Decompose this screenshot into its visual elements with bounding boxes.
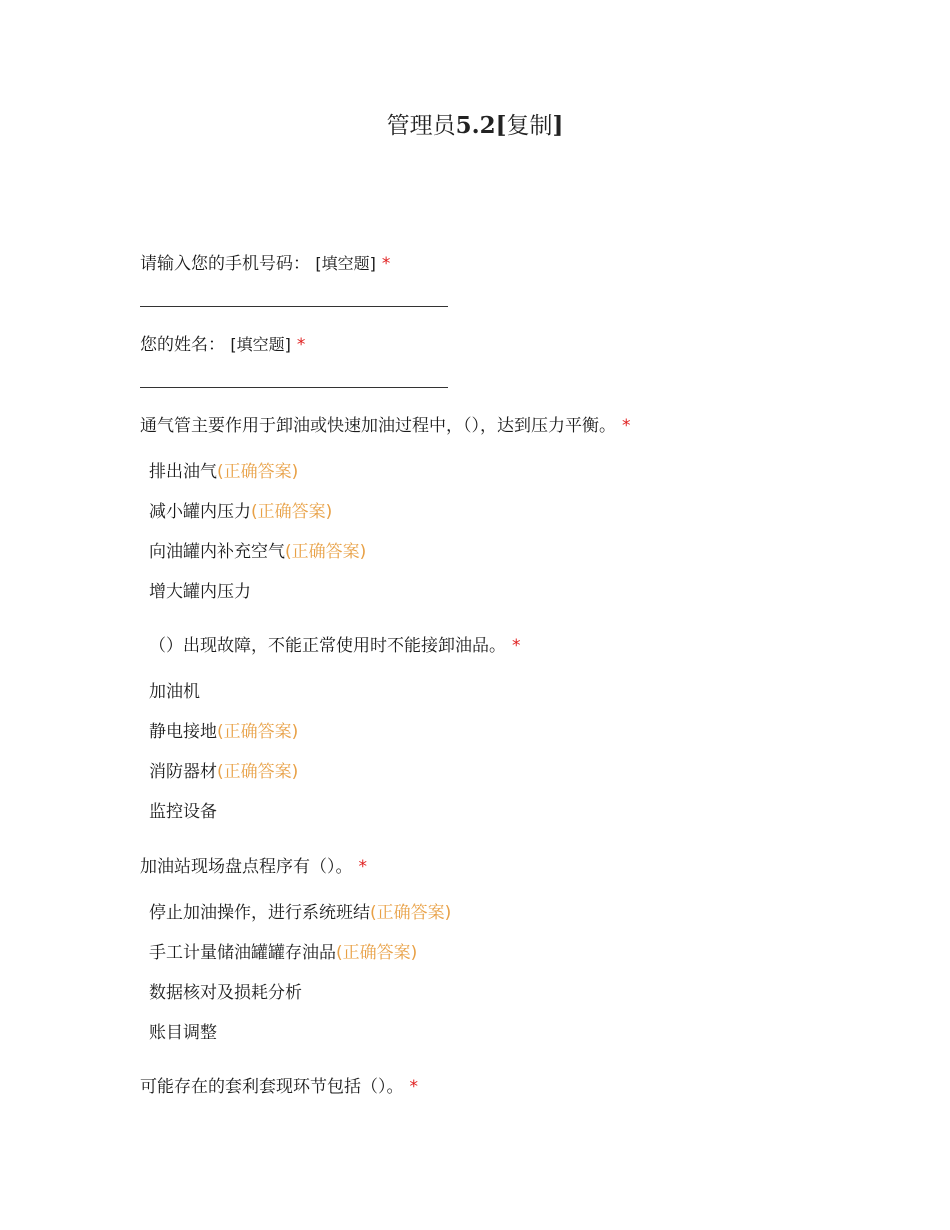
title-prefix: 管理员 [386, 113, 456, 139]
required-mark: * [622, 416, 631, 436]
required-mark: * [296, 335, 306, 355]
option[interactable] [149, 500, 332, 524]
correct-answer-tag: (正确答案) [251, 502, 333, 522]
question-phone [140, 252, 390, 276]
page-title [0, 110, 950, 142]
option-label: 向油罐内补充空气 [149, 542, 285, 562]
title-suffix: ] [552, 112, 564, 139]
question-inventory [140, 855, 367, 879]
question-name [140, 333, 305, 357]
option[interactable] [149, 720, 298, 744]
name-input-line[interactable] [140, 387, 448, 388]
required-mark: * [381, 254, 391, 274]
required-mark: * [512, 636, 521, 656]
correct-answer-tag: (正确答案) [370, 903, 452, 923]
option-label: 手工计量储油罐罐存油品 [149, 943, 336, 963]
option[interactable] [149, 540, 366, 564]
option-label: 监控设备 [149, 802, 217, 822]
question-text: 通气管主要作用于卸油或快速加油过程中，（），达到压力平衡。 [140, 416, 616, 436]
option-label: 消防器材 [149, 762, 217, 782]
option-label: 账目调整 [149, 1023, 217, 1043]
option[interactable] [149, 941, 417, 965]
question-arbitrage [140, 1075, 418, 1099]
correct-answer-tag: (正确答案) [217, 462, 299, 482]
phone-input-line[interactable] [140, 306, 448, 307]
question-text: 您的姓名： [140, 335, 225, 355]
title-version: 5.2[ [455, 112, 507, 139]
question-text: 请输入您的手机号码： [140, 254, 310, 274]
option[interactable] [149, 680, 200, 704]
required-mark: * [358, 857, 367, 877]
question-fault [149, 634, 521, 658]
option[interactable] [149, 460, 298, 484]
option[interactable] [149, 580, 251, 604]
option[interactable] [149, 800, 217, 824]
correct-answer-tag: (正确答案) [217, 762, 299, 782]
question-type: [填空题] [315, 254, 376, 273]
title-copy: 复制 [506, 113, 553, 139]
option-label: 静电接地 [149, 722, 217, 742]
question-text: 加油站现场盘点程序有（）。 [140, 857, 353, 877]
option-label: 减小罐内压力 [149, 502, 251, 522]
option[interactable] [149, 981, 302, 1005]
required-mark: * [409, 1077, 418, 1097]
option[interactable] [149, 760, 298, 784]
option-label: 停止加油操作，进行系统班结 [149, 903, 370, 923]
option-label: 增大罐内压力 [149, 582, 251, 602]
option-label: 排出油气 [149, 462, 217, 482]
option[interactable] [149, 1021, 217, 1045]
option[interactable] [149, 901, 451, 925]
correct-answer-tag: (正确答案) [336, 943, 418, 963]
correct-answer-tag: (正确答案) [285, 542, 367, 562]
question-text: 可能存在的套利套现环节包括（）。 [140, 1077, 404, 1097]
question-vent-pipe [140, 414, 631, 438]
question-type: [填空题] [230, 335, 291, 354]
correct-answer-tag: (正确答案) [217, 722, 299, 742]
question-text: （）出现故障，不能正常使用时不能接卸油品。 [149, 636, 506, 656]
option-label: 数据核对及损耗分析 [149, 983, 302, 1003]
option-label: 加油机 [149, 682, 200, 702]
